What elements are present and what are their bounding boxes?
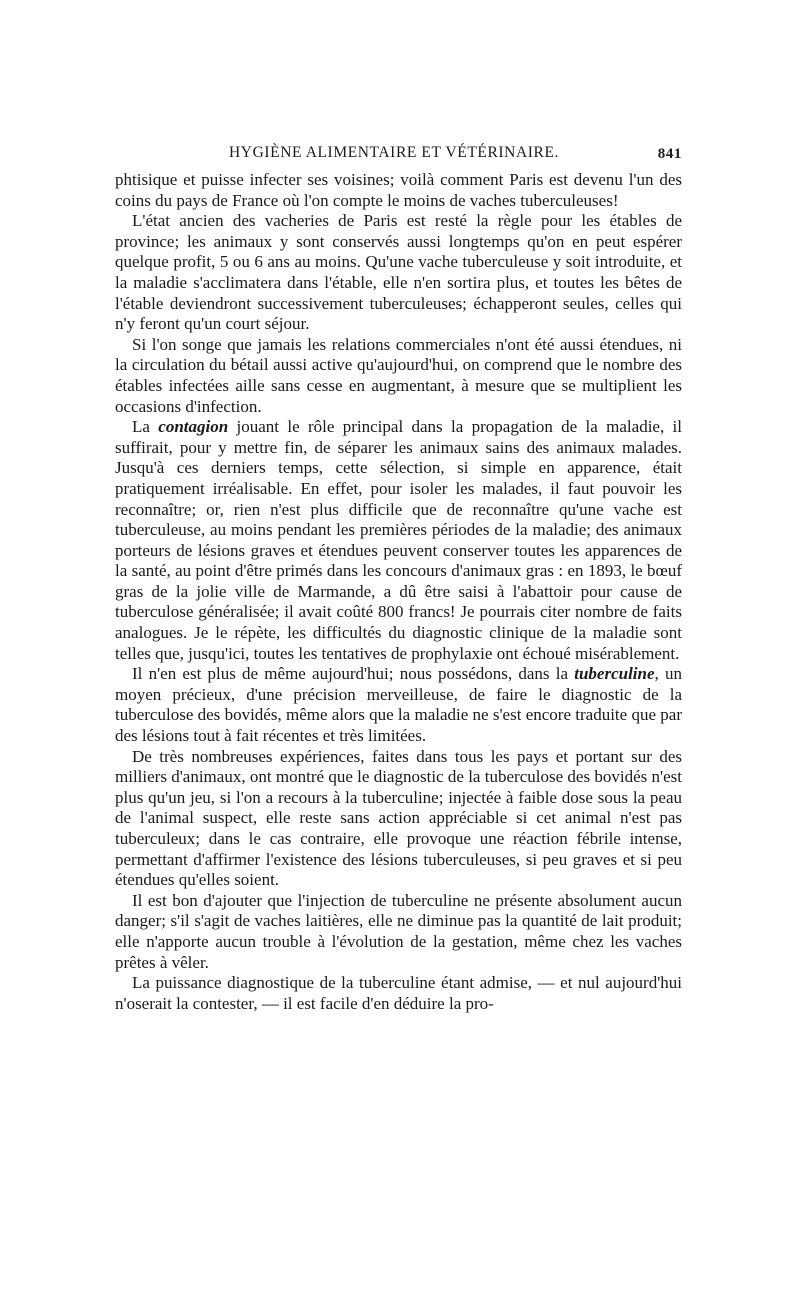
- book-page: [115, 140, 682, 1014]
- paragraph-tuberculine-start: Il n'en est plus de même aujourd'hui; nous possédons, dans la: [132, 664, 575, 684]
- paragraph-experiences: De très nombreuses expériences, faites dans tous les pays et portant sur des milliers d'animaux, ont montré que le diagnostic de la tuberculose des bovidés n'est plus qu'un jeu, si l'on a recours à la tuberculine; injectée à faible dose sous la peau de l'animal suspect, elle reste sans action appréciable si cet animal n'est pas tuberculeux; dans le cas contraire, elle provoque une réaction fébrile intense, permettant d'affirmer l'existence des lésions tuberculeuses, si peu graves et si peu étendues qu'elles soient.: [115, 746, 682, 890]
- term-contagion: contagion: [158, 417, 229, 437]
- paragraph-tuberculine-rest: , un moyen précieux, d'une précision merveilleuse, de faire le diagnostic de la tuberculose des bovidés, même alors que la maladie ne s'est encore traduite que par des lésions tout à fait récentes et très limitées.: [115, 664, 682, 746]
- paragraph-stables: L'état ancien des vacheries de Paris est resté la règle pour les étables de province; les animaux y sont conservés aussi longtemps qu'on en peut espérer quelque profit, 5 ou 6 ans au moins. Qu'une vache tuberculeuse y soit introduite, et la maladie s'acclimatera dans l'étable, elle n'en sortira plus, et toutes les bêtes de l'étable deviendront successivement tuberculeuses; échapperont seules, celles qui n'y feront qu'un court séjour.: [115, 211, 682, 334]
- paragraph-continuation: phtisique et puisse infecter ses voisines; voilà comment Paris est devenu l'un des coins du pays de France où l'on compte le moins de vaches tuberculeuses!: [115, 170, 682, 210]
- term-tuberculine: tuberculine: [574, 664, 655, 684]
- running-head: [115, 140, 682, 170]
- paragraph-contagion-start: La: [132, 417, 159, 437]
- page-number: 841: [657, 146, 682, 162]
- paragraph-contagion: [115, 417, 682, 664]
- paragraph-contagion-rest: jouant le rôle principal dans la propagation de la maladie, il suffirait, pour y mettre fin, de séparer les animaux sains des animaux malades. Jusqu'à ces derniers temps, cette sélection, si simple en apparence, était pratiquement irréalisable. En effet, pour isoler les malades, il faut pouvoir les reconnaître; or, rien n'est plus difficile que de reconnaître qu'une vache est tuberculeuse, au moins pendant les premières périodes de la maladie; des animaux porteurs de lésions graves et étendues peuvent conserver toutes les apparences de la santé, au point d'être primés dans les concours d'animaux gras : en 1893, le bœuf gras de la jolie ville de Marmande, a dû être saisi à l'abattoir pour cause de tuberculose généralisée; il avait coûté 800 francs! Je pourrais citer nombre de faits analogues. Je le répète, les difficultés du diagnostic clinique de la maladie sont telles que, jusqu'ici, toutes les tentatives de prophylaxie ont échoué misérablement.: [115, 417, 682, 663]
- paragraph-conclusion: La puissance diagnostique de la tuberculine étant admise, — et nul aujourd'hui n'oserait la contester, — il est facile d'en déduire la pro-: [115, 973, 682, 1013]
- running-title: HYGIÈNE ALIMENTAIRE ET VÉTÉRINAIRE.: [229, 144, 560, 161]
- paragraph-safety: Il est bon d'ajouter que l'injection de tuberculine ne présente absolument aucun danger; s'il s'agit de vaches laitières, elle ne diminue pas la quantité de lait produit; elle n'apporte aucun trouble à l'évolution de la gestation, même chez les vaches prêtes à vêler.: [115, 890, 682, 972]
- paragraph-commerce: Si l'on songe que jamais les relations commerciales n'ont été aussi étendues, ni la circulation du bétail aussi active qu'aujourd'hui, on comprend que le nombre des étables infectées aille sans cesse en augmentant, à mesure que se multiplient les occasions d'infection.: [115, 334, 682, 416]
- paragraph-tuberculine: [115, 664, 682, 746]
